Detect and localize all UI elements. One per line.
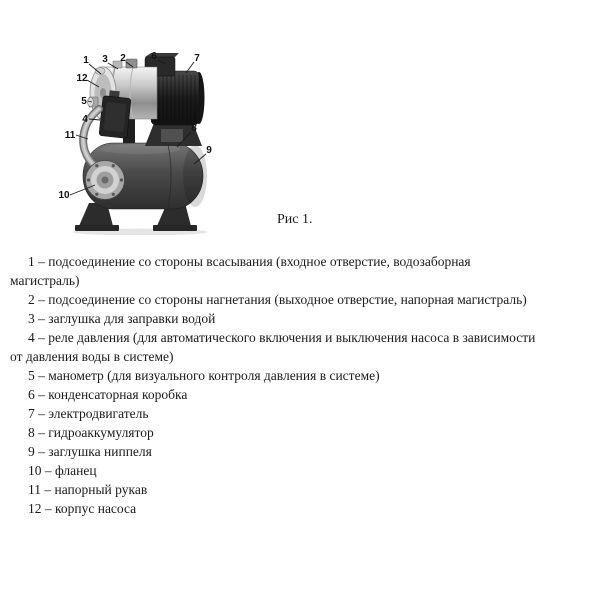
svg-text:9: 9	[206, 145, 212, 156]
legend-item-5: 5 – манометр (для визуального контроля давления в системе)	[28, 368, 380, 383]
legend-item-7: 7 – электродвигатель	[28, 406, 149, 421]
svg-text:4: 4	[82, 114, 88, 125]
legend-item-10: 10 – фланец	[28, 463, 97, 478]
pressure-gauge	[88, 97, 99, 107]
figure-caption: Рис 1.	[277, 212, 313, 227]
svg-text:10: 10	[58, 190, 70, 201]
callout-7	[186, 53, 200, 73]
flange	[86, 161, 125, 200]
svg-text:2: 2	[120, 53, 126, 64]
legend-item-12: 12 – корпус насоса	[28, 501, 137, 516]
parts-legend	[10, 252, 598, 518]
svg-text:3: 3	[102, 54, 108, 65]
legend-item-3: 3 – заглушка для заправки водой	[28, 311, 216, 326]
pump-station-figure	[55, 45, 220, 235]
legend-item-9: 9 – заглушка ниппеля	[28, 444, 152, 459]
svg-text:8: 8	[191, 123, 197, 134]
legend-item-11: 11 – напорный рукав	[28, 482, 148, 497]
legend-item-1: 1 – подсоединение со стороны всасывания (входное отверстие, водозаборная магистраль)	[10, 254, 471, 288]
legend-item-6: 6 – конденсаторная коробка	[28, 387, 188, 402]
svg-text:1: 1	[83, 55, 89, 66]
svg-text:7: 7	[194, 53, 200, 64]
legend-item-2: 2 – подсоединение со стороны нагнетания (выходное отверстие, напорная магистраль)	[28, 292, 527, 307]
svg-text:12: 12	[76, 73, 88, 84]
electric-motor	[151, 71, 205, 125]
svg-text:6: 6	[151, 51, 157, 62]
svg-text:5: 5	[81, 96, 87, 107]
legend-item-4: 4 – реле давления (для автоматического включения и выключения насоса в зависимости от давления воды в системе)	[10, 330, 536, 364]
legend-item-8: 8 – гидроаккумулятор	[28, 425, 154, 440]
svg-text:11: 11	[64, 130, 76, 141]
pump-station-illustration	[55, 45, 220, 235]
